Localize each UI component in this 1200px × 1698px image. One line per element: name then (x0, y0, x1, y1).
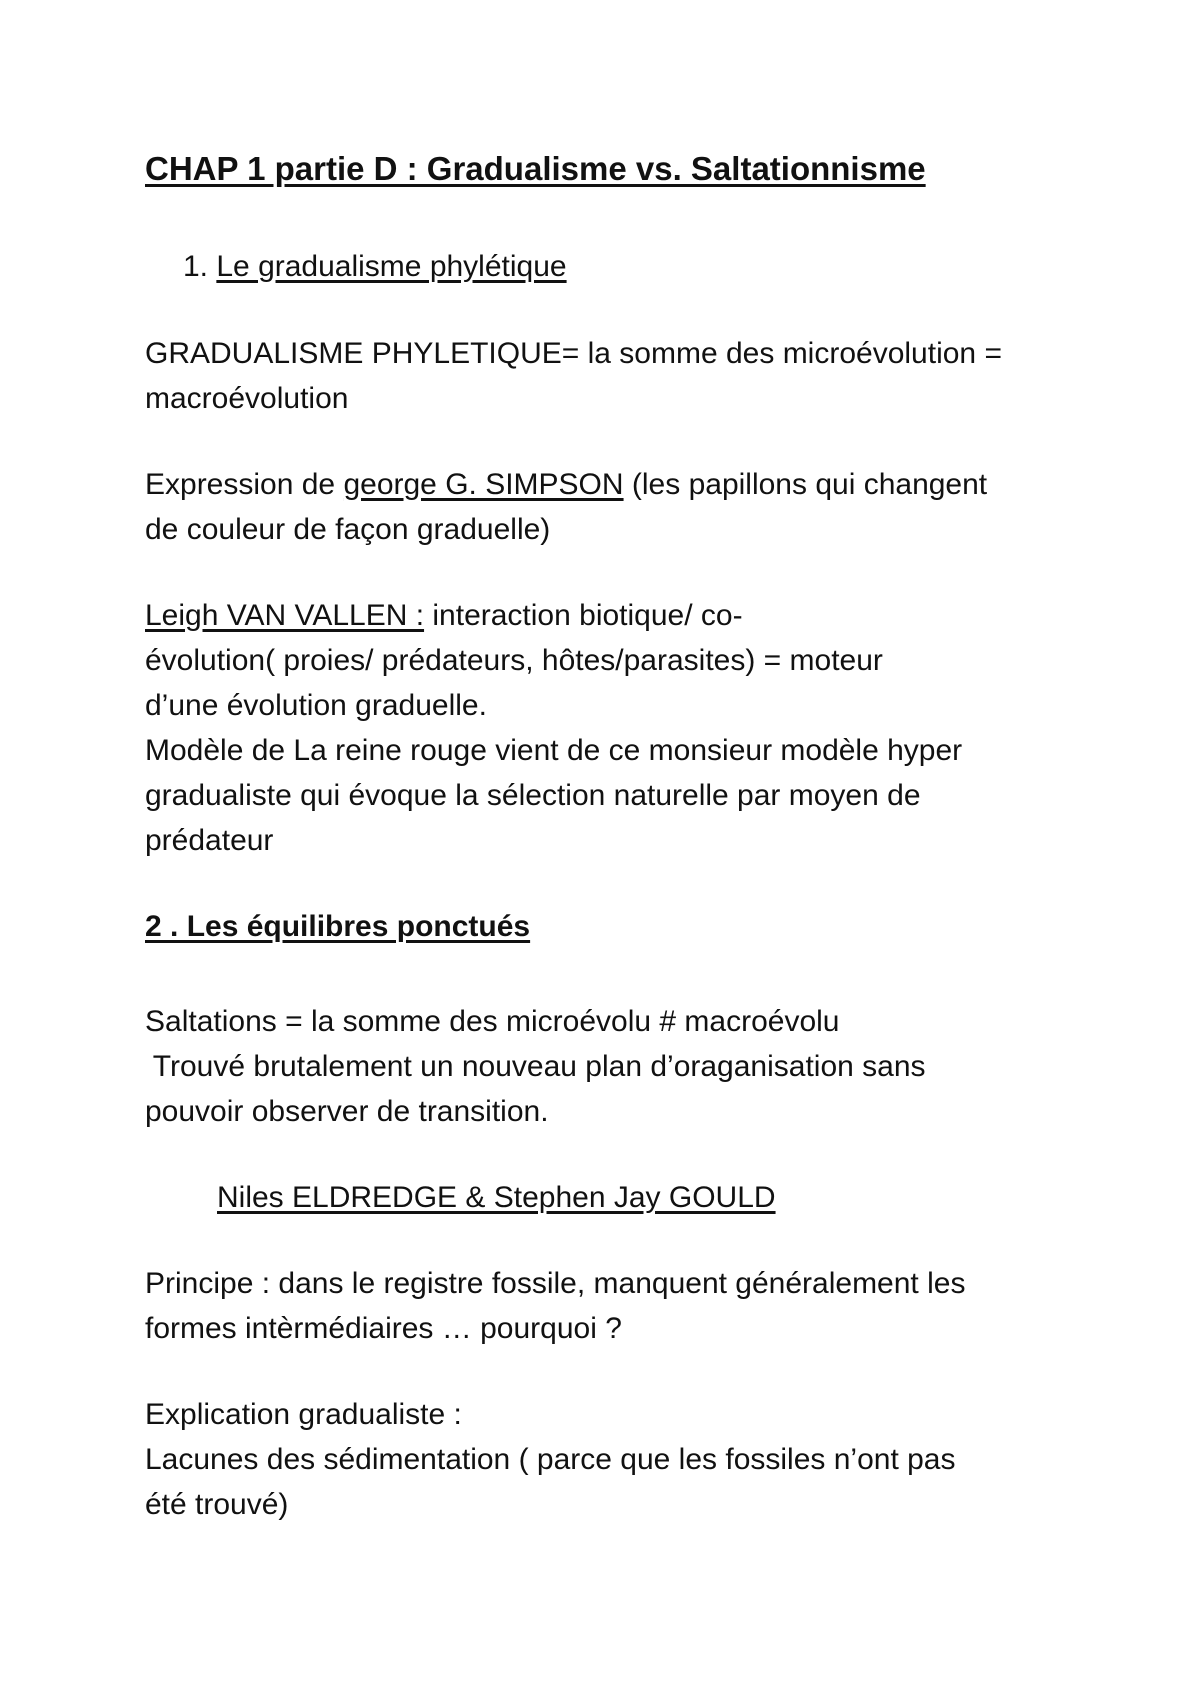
section-1-number: 1. (183, 250, 217, 283)
person-name: Leigh VAN VALLEN : (145, 599, 425, 632)
paragraph-line: gradualiste qui évoque la sélection naturelle par moyen de (145, 779, 921, 812)
paragraph-line: de couleur de façon graduelle) (145, 513, 551, 546)
paragraph-line: pouvoir observer de transition. (145, 1095, 549, 1128)
paragraph-line: formes intèrmédiaires … pourquoi ? (145, 1312, 622, 1345)
paragraph-line (145, 462, 1075, 507)
text-span: interaction biotique/ co- (424, 599, 743, 632)
paragraph-line: Explication gradualiste : (145, 1398, 462, 1431)
paragraph-line (145, 593, 1075, 638)
section-2-heading: 2 . Les équilibres ponctués (145, 910, 531, 943)
section-1-heading (183, 244, 1113, 289)
paragraph-line: d’une évolution graduelle. (145, 689, 487, 722)
paragraph-line: Lacunes des sédimentation ( parce que les fossiles n’ont pas (145, 1443, 956, 1476)
paragraph-line: Principe : dans le registre fossile, manquent généralement les (145, 1267, 966, 1300)
paragraph-line: Trouvé brutalement un nouveau plan d’oraganisation sans (145, 1050, 926, 1083)
paragraph-line: prédateur (145, 824, 274, 857)
text-span: (les papillons qui changent (623, 468, 988, 501)
paragraph-line: Saltations = la somme des microévolu # macroévolu (145, 1005, 840, 1038)
paragraph-line: évolution( proies/ prédateurs, hôtes/parasites) = moteur (145, 644, 883, 677)
person-name: george G. SIMPSON (343, 468, 624, 501)
paragraph-line: GRADUALISME PHYLETIQUE= la somme des microévolution = (145, 337, 1002, 370)
paragraph-line: macroévolution (145, 382, 349, 415)
text-span: Expression de (145, 468, 344, 501)
paragraph-line: Modèle de La reine rouge vient de ce monsieur modèle hyper (145, 734, 963, 767)
paragraph-line: été trouvé) (145, 1488, 289, 1521)
section-1-label: Le gradualisme phylétique (216, 250, 567, 283)
authors-line: Niles ELDREDGE & Stephen Jay GOULD (217, 1181, 776, 1214)
document-title: CHAP 1 partie D : Gradualisme vs. Saltationnisme (145, 150, 926, 187)
